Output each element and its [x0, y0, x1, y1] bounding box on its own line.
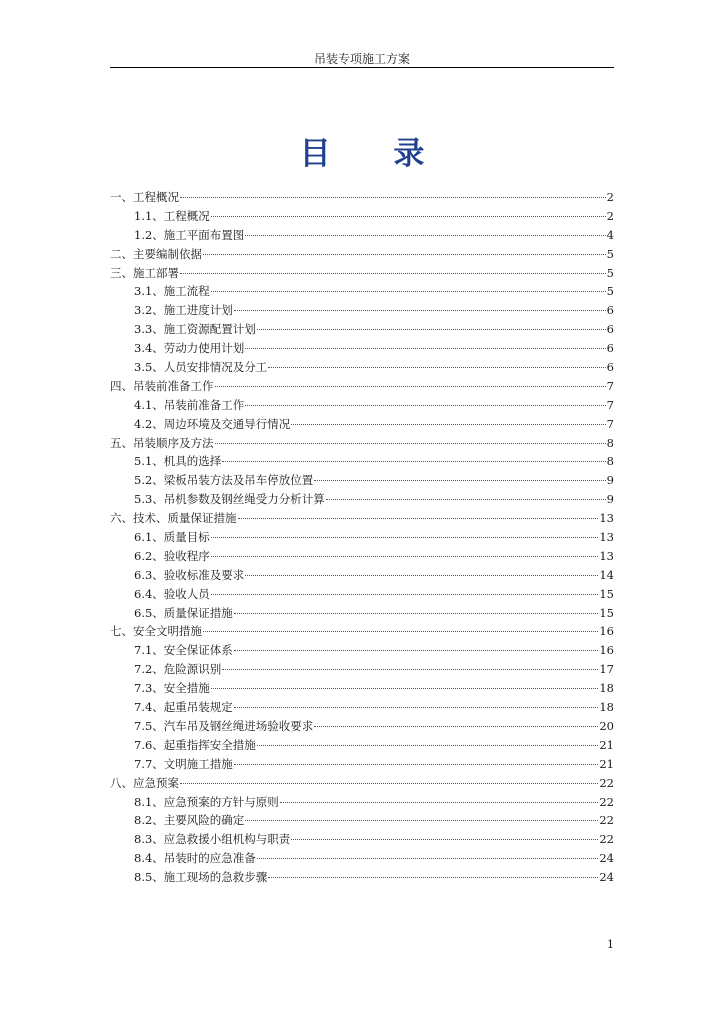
toc-entry-page: 24	[599, 851, 614, 866]
toc-entry-label: 8.3、应急救援小组机构与职责	[134, 832, 291, 847]
toc-entry[interactable]	[110, 358, 614, 377]
toc-entry-label: 5.2、梁板吊装方法及吊车停放位置	[134, 473, 314, 488]
toc-entry[interactable]	[110, 698, 614, 717]
toc-entry[interactable]	[110, 471, 614, 490]
toc-entry-label: 六、技术、质量保证措施	[110, 511, 237, 526]
toc-dot-leader	[268, 367, 605, 368]
toc-dot-leader	[211, 688, 599, 689]
toc-entry[interactable]	[110, 264, 614, 283]
toc-dot-leader	[245, 235, 605, 236]
toc-dot-leader	[180, 273, 606, 274]
toc-entry-label: 7.2、危险源识别	[134, 662, 222, 677]
toc-entry-page: 22	[599, 813, 614, 828]
toc-entry[interactable]	[110, 849, 614, 868]
toc-entry-page: 22	[599, 794, 614, 809]
toc-entry-label: 6.1、质量目标	[134, 530, 210, 545]
toc-entry[interactable]	[110, 547, 614, 566]
toc-dot-leader	[211, 594, 599, 595]
toc-entry-label: 7.5、汽车吊及钢丝绳进场验收要求	[134, 718, 314, 733]
toc-entry-page: 6	[606, 303, 614, 318]
toc-entry-page: 9	[606, 473, 614, 488]
toc-dot-leader	[245, 405, 605, 406]
toc-entry-label: 二、主要编制依据	[110, 246, 202, 261]
toc-entry[interactable]	[110, 641, 614, 660]
toc-entry-page: 24	[599, 870, 614, 885]
toc-entry-page: 5	[606, 284, 614, 299]
toc-entry[interactable]	[110, 245, 614, 264]
toc-entry-label: 7.4、起重吊装规定	[134, 700, 233, 715]
page-title: 目 录	[299, 136, 451, 172]
toc-entry[interactable]	[110, 811, 614, 830]
toc-dot-leader	[222, 669, 598, 670]
toc-dot-leader	[211, 537, 599, 538]
toc-entry-label: 5.1、机具的选择	[134, 454, 222, 469]
toc-entry[interactable]	[110, 604, 614, 623]
toc-dot-leader	[291, 839, 598, 840]
toc-entry-page: 21	[599, 756, 614, 771]
toc-entry[interactable]	[110, 320, 614, 339]
toc-entry[interactable]	[110, 868, 614, 887]
toc-entry-page: 16	[599, 624, 614, 639]
toc-entry-label: 3.2、施工进度计划	[134, 303, 233, 318]
toc-entry[interactable]	[110, 339, 614, 358]
toc-entry-label: 8.5、施工现场的急救步骤	[134, 870, 268, 885]
toc-entry-page: 6	[606, 360, 614, 375]
toc-entry[interactable]	[110, 377, 614, 396]
toc-entry[interactable]	[110, 301, 614, 320]
toc-entry-page: 2	[606, 208, 614, 223]
toc-entry-label: 五、吊装顺序及方法	[110, 435, 214, 450]
toc-entry-page: 8	[606, 454, 614, 469]
toc-entry-label: 七、安全文明措施	[110, 624, 202, 639]
toc-entry[interactable]	[110, 226, 614, 245]
toc-entry[interactable]	[110, 282, 614, 301]
toc-dot-leader	[234, 310, 606, 311]
running-header: 吊装专项施工方案	[313, 52, 410, 66]
toc-entry-page: 15	[599, 605, 614, 620]
toc-entry-page: 8	[606, 435, 614, 450]
toc-entry-page: 9	[606, 492, 614, 507]
toc-entry-label: 4.1、吊装前准备工作	[134, 397, 245, 412]
toc-entry-page: 22	[599, 775, 614, 790]
toc-entry-label: 8.4、吊装时的应急准备	[134, 851, 256, 866]
toc-entry[interactable]	[110, 585, 614, 604]
toc-entry-page: 13	[599, 548, 614, 563]
toc-dot-leader	[215, 386, 606, 387]
toc-entry[interactable]	[110, 793, 614, 812]
toc-entry-label: 6.5、质量保证措施	[134, 605, 233, 620]
toc-entry-page: 4	[606, 227, 614, 242]
toc-entry-label: 7.6、起重指挥安全措施	[134, 737, 256, 752]
toc-entry-label: 3.5、人员安排情况及分工	[134, 360, 268, 375]
toc-dot-leader	[245, 820, 598, 821]
toc-entry-page: 16	[599, 643, 614, 658]
toc-dot-leader	[211, 291, 606, 292]
toc-dot-leader	[280, 802, 599, 803]
toc-entry-page: 18	[599, 681, 614, 696]
toc-entry[interactable]	[110, 755, 614, 774]
toc-entry[interactable]	[110, 736, 614, 755]
toc-dot-leader	[203, 631, 598, 632]
toc-entry-label: 6.3、验收标准及要求	[134, 567, 245, 582]
toc-entry[interactable]	[110, 490, 614, 509]
toc-entry-label: 8.1、应急预案的方针与原则	[134, 794, 279, 809]
toc-entry[interactable]	[110, 774, 614, 793]
toc-entry[interactable]	[110, 566, 614, 585]
header-divider	[110, 67, 614, 68]
toc-entry[interactable]	[110, 434, 614, 453]
toc-dot-leader	[215, 443, 606, 444]
toc-entry-label: 1.2、施工平面布置图	[134, 227, 245, 242]
toc-dot-leader	[211, 216, 606, 217]
toc-entry-page: 18	[599, 700, 614, 715]
toc-dot-leader	[222, 461, 605, 462]
toc-entry-page: 14	[599, 567, 614, 582]
toc-entry-label: 4.2、周边环境及交通导行情况	[134, 416, 291, 431]
toc-entry-page: 6	[606, 322, 614, 337]
toc-dot-leader	[234, 613, 599, 614]
toc-entry-label: 1.1、工程概况	[134, 208, 210, 223]
toc-entry[interactable]	[110, 528, 614, 547]
toc-dot-leader	[234, 650, 599, 651]
toc-entry-label: 一、工程概况	[110, 190, 179, 204]
toc-entry[interactable]	[110, 509, 614, 528]
toc-dot-leader	[268, 877, 598, 878]
toc-entry[interactable]	[110, 207, 614, 226]
toc-entry-page: 6	[606, 341, 614, 356]
toc-dot-leader	[326, 499, 606, 500]
toc-entry-label: 6.2、验收程序	[134, 548, 210, 563]
toc-entry-label: 3.3、施工资源配置计划	[134, 322, 256, 337]
toc-entry-page: 20	[599, 718, 614, 733]
toc-entry[interactable]	[110, 622, 614, 641]
toc-entry[interactable]	[110, 717, 614, 736]
toc-dot-leader	[257, 745, 599, 746]
toc-entry-label: 6.4、验收人员	[134, 586, 210, 601]
toc-dot-leader	[211, 556, 599, 557]
toc-dot-leader	[291, 424, 605, 425]
toc-dot-leader	[238, 518, 599, 519]
toc-entry-page: 7	[606, 416, 614, 431]
toc-dot-leader	[257, 329, 606, 330]
toc-entry-page: 21	[599, 737, 614, 752]
toc-entry-label: 三、施工部署	[110, 265, 179, 280]
toc-entry[interactable]	[110, 188, 614, 207]
toc-entry-label: 3.4、劳动力使用计划	[134, 341, 245, 356]
toc-entry-page: 22	[599, 832, 614, 847]
toc-entry[interactable]	[110, 396, 614, 415]
toc-entry-page: 13	[599, 530, 614, 545]
toc-dot-leader	[180, 197, 606, 198]
toc-entry-label: 3.1、施工流程	[134, 284, 210, 299]
toc-dot-leader	[234, 764, 599, 765]
table-of-contents	[110, 188, 614, 887]
toc-entry-label: 8.2、主要风险的确定	[134, 813, 245, 828]
toc-entry[interactable]	[110, 452, 614, 471]
toc-entry[interactable]	[110, 830, 614, 849]
toc-entry-label: 5.3、吊机参数及钢丝绳受力分析计算	[134, 492, 325, 507]
toc-dot-leader	[257, 858, 599, 859]
page-number: 1	[607, 938, 614, 951]
toc-entry-page: 5	[606, 246, 614, 261]
toc-dot-leader	[203, 254, 606, 255]
toc-dot-leader	[180, 783, 598, 784]
toc-entry-label: 7.7、文明施工措施	[134, 756, 233, 771]
toc-entry-page: 5	[606, 265, 614, 280]
toc-entry-page: 2	[606, 190, 614, 204]
toc-entry[interactable]	[110, 660, 614, 679]
toc-entry-label: 四、吊装前准备工作	[110, 378, 214, 393]
toc-entry-label: 7.3、安全措施	[134, 681, 210, 696]
toc-entry[interactable]	[110, 415, 614, 434]
toc-entry-label: 八、应急预案	[110, 775, 179, 790]
toc-dot-leader	[234, 707, 599, 708]
toc-entry-page: 7	[606, 397, 614, 412]
toc-dot-leader	[314, 480, 605, 481]
toc-dot-leader	[245, 348, 605, 349]
toc-entry-page: 13	[599, 511, 614, 526]
toc-entry-page: 15	[599, 586, 614, 601]
toc-dot-leader	[245, 575, 598, 576]
toc-entry[interactable]	[110, 679, 614, 698]
toc-entry-page: 17	[599, 662, 614, 677]
toc-entry-page: 7	[606, 378, 614, 393]
toc-entry-label: 7.1、安全保证体系	[134, 643, 233, 658]
toc-dot-leader	[314, 726, 598, 727]
